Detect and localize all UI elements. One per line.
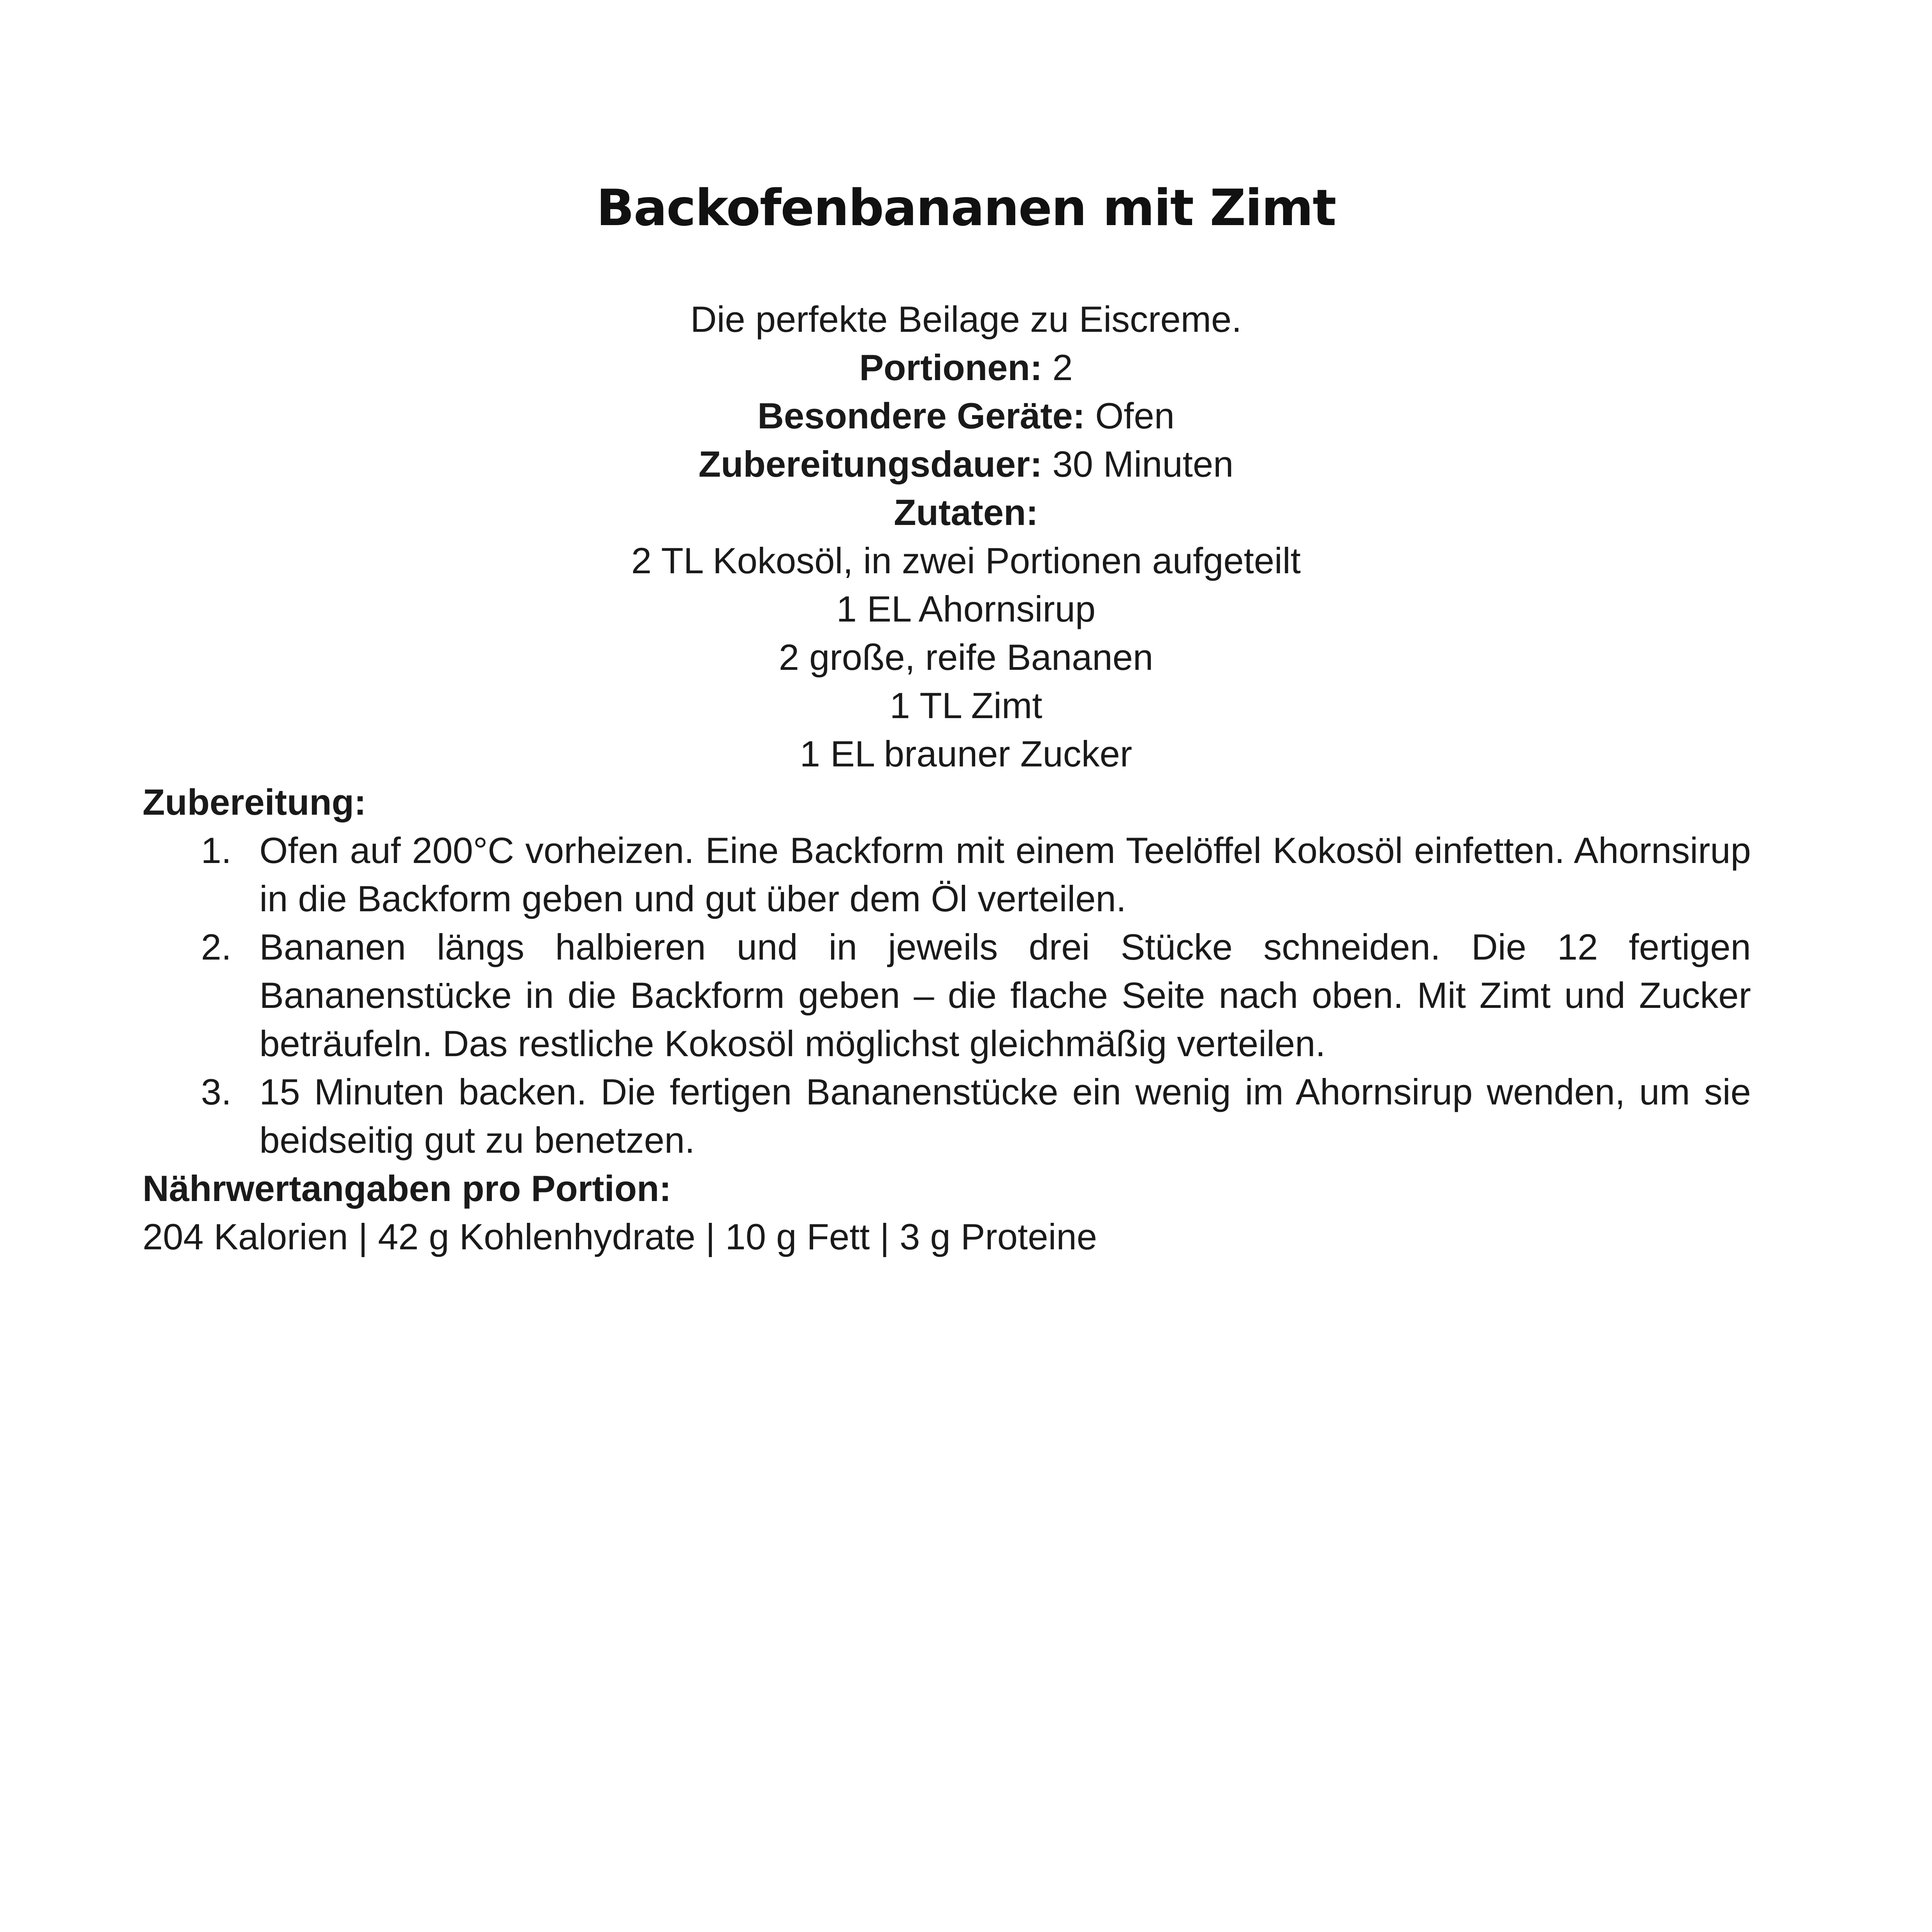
step-number: 2. xyxy=(201,926,232,967)
recipe-subtitle: Die perfekte Beilage zu Eiscreme. xyxy=(690,299,1242,340)
step-number: 3. xyxy=(201,1071,232,1112)
step-text: 15 Minuten backen. Die fertigen Bananenstücke ein wenig im Ahornsirup wenden, um sie beidseitig gut zu benetzen. xyxy=(259,1071,1751,1161)
step-text: Bananen längs halbieren und in jeweils drei Stücke schneiden. Die 12 fertigen Bananenstücke in die Backform geben – die flache Seite nach oben. Mit Zimt und Zucker beträufeln. Das restliche Kokosöl möglichst gleichmäßig verteilen. xyxy=(259,926,1751,1064)
portions-label: Portionen: xyxy=(859,347,1043,388)
nutrition-values: 204 Kalorien | 42 g Kohlenhydrate | 10 g Fett | 3 g Proteine xyxy=(143,1216,1097,1257)
portions-value: 2 xyxy=(1042,347,1073,388)
duration-label: Zubereitungsdauer: xyxy=(698,444,1043,484)
step-item xyxy=(143,1068,1751,1164)
step-text: Ofen auf 200°C vorheizen. Eine Backform mit einem Teelöffel Kokosöl einfetten. Ahornsirup in die Backform geben und gut über dem Öl verteilen. xyxy=(259,830,1751,919)
duration-line xyxy=(0,440,1932,488)
preparation-steps xyxy=(143,826,1751,1164)
ingredient-item: 1 EL brauner Zucker xyxy=(800,733,1132,774)
recipe-instructions xyxy=(143,778,1751,1261)
ingredient-item: 1 TL Zimt xyxy=(889,685,1043,726)
portions-line xyxy=(0,343,1932,392)
nutrition-heading: Nährwertangaben pro Portion: xyxy=(143,1168,671,1209)
preparation-heading: Zubereitung: xyxy=(143,782,366,822)
ingredient-item: 1 EL Ahornsirup xyxy=(836,588,1096,629)
equipment-value: Ofen xyxy=(1085,395,1175,436)
ingredient-item: 2 große, reife Bananen xyxy=(778,637,1154,678)
recipe-title: Backofenbananen mit Zimt xyxy=(596,179,1336,237)
equipment-line xyxy=(0,392,1932,440)
step-item xyxy=(143,826,1751,923)
ingredients-heading: Zutaten: xyxy=(894,492,1038,533)
step-item xyxy=(143,923,1751,1068)
recipe-summary xyxy=(0,295,1932,778)
step-number: 1. xyxy=(201,830,232,871)
duration-value: 30 Minuten xyxy=(1042,444,1234,484)
ingredient-item: 2 TL Kokosöl, in zwei Portionen aufgeteilt xyxy=(631,540,1301,581)
equipment-label: Besondere Geräte: xyxy=(757,395,1085,436)
